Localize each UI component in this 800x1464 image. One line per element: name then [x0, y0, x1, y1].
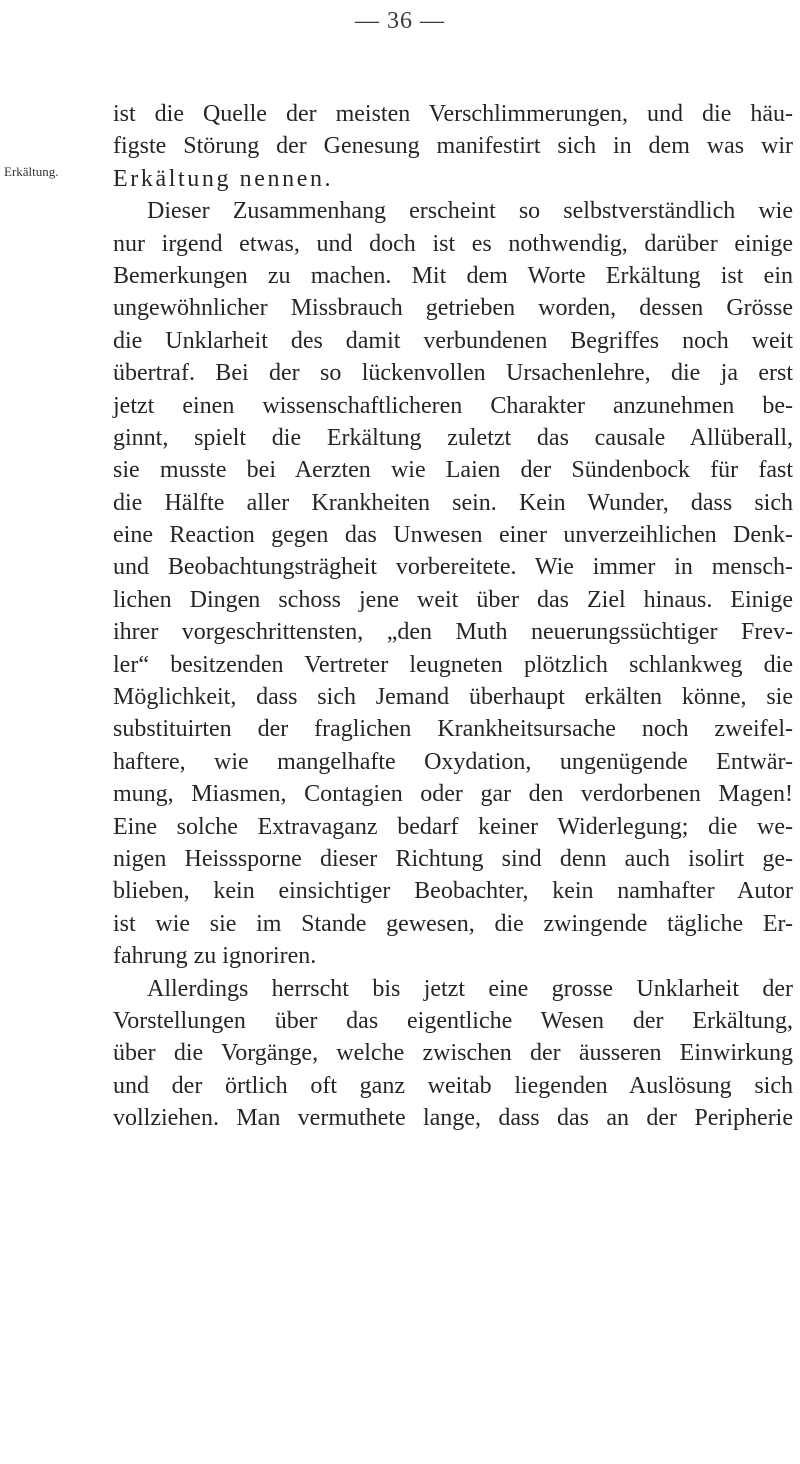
text-line: ist wie sie im Stande gewesen, die zwingende tägliche Er- [113, 910, 793, 937]
page-number: — 36 — [355, 8, 445, 34]
text-line: übertraf. Bei der so lückenvollen Ursachenlehre, die ja erst [113, 360, 793, 387]
text-line: nur irgend etwas, und doch ist es nothwendig, darüber einige [113, 230, 793, 257]
body-text [113, 98, 793, 1135]
text-line: lichen Dingen schoss jene weit über das Ziel hinaus. Einige [113, 586, 793, 613]
text-line: fahrung zu ignoriren. [113, 943, 317, 970]
text-line: Möglichkeit, dass sich Jemand überhaupt erkälten könne, sie [113, 684, 793, 711]
text-line: ler“ besitzenden Vertreter leugneten plötzlich schlankweg die [113, 651, 793, 678]
text-line: Dieser Zusammenhang erscheint so selbstverständlich wie [147, 198, 793, 225]
text-line: sie musste bei Aerzten wie Laien der Sündenbock für fast [113, 457, 793, 484]
text-line: nigen Heisssporne dieser Richtung sind denn auch isolirt ge- [113, 845, 793, 872]
text-line: die Hälfte aller Krankheiten sein. Kein Wunder, dass sich [113, 489, 793, 516]
text-line: ist die Quelle der meisten Verschlimmerungen, und die häu- [113, 101, 793, 127]
text-line: ihrer vorgeschrittensten, „den Muth neuerungssüchtiger Frev- [113, 619, 793, 646]
text-line: ungewöhnlicher Missbrauch getrieben worden, dessen Grösse [113, 295, 793, 322]
text-line: und Beobachtungsträgheit vorbereitete. Wie immer in mensch- [113, 554, 793, 581]
text-line: Erkältung nennen. [113, 165, 334, 192]
text-line: Eine solche Extravaganz bedarf keiner Widerlegung; die we- [113, 813, 793, 840]
text-line: mung, Miasmen, Contagien oder gar den verdorbenen Magen! [113, 781, 793, 808]
text-line: haftere, wie mangelhafte Oxydation, ungenügende Entwär- [113, 748, 793, 775]
text-line: Vorstellungen über das eigentliche Wesen der Erkältung, [113, 1007, 793, 1034]
text-line: die Unklarheit des damit verbundenen Begriffes noch weit [113, 327, 793, 354]
text-line: substituirten der fraglichen Krankheitsursache noch zweifel- [113, 716, 793, 743]
text-line: figste Störung der Genesung manifestirt sich in dem was wir [113, 133, 793, 160]
text-line: über die Vorgänge, welche zwischen der äusseren Einwirkung [113, 1040, 793, 1067]
text-line: eine Reaction gegen das Unwesen einer unverzeihlichen Denk- [113, 522, 793, 549]
margin-note: Erkältung. [4, 164, 59, 179]
text-line: ginnt, spielt die Erkältung zuletzt das causale Allüberall, [113, 424, 793, 451]
text-line: blieben, kein einsichtiger Beobachter, kein namhafter Autor [113, 878, 793, 905]
text-line: Bemerkungen zu machen. Mit dem Worte Erkältung ist ein [113, 262, 793, 289]
text-line: Allerdings herrscht bis jetzt eine grosse Unklarheit der [147, 975, 793, 1002]
text-line: vollziehen. Man vermuthete lange, dass das an der Peripherie [113, 1105, 793, 1132]
text-line: jetzt einen wissenschaftlicheren Charakter anzunehmen be- [113, 392, 793, 419]
text-line: und der örtlich oft ganz weitab liegenden Auslösung sich [113, 1072, 793, 1099]
